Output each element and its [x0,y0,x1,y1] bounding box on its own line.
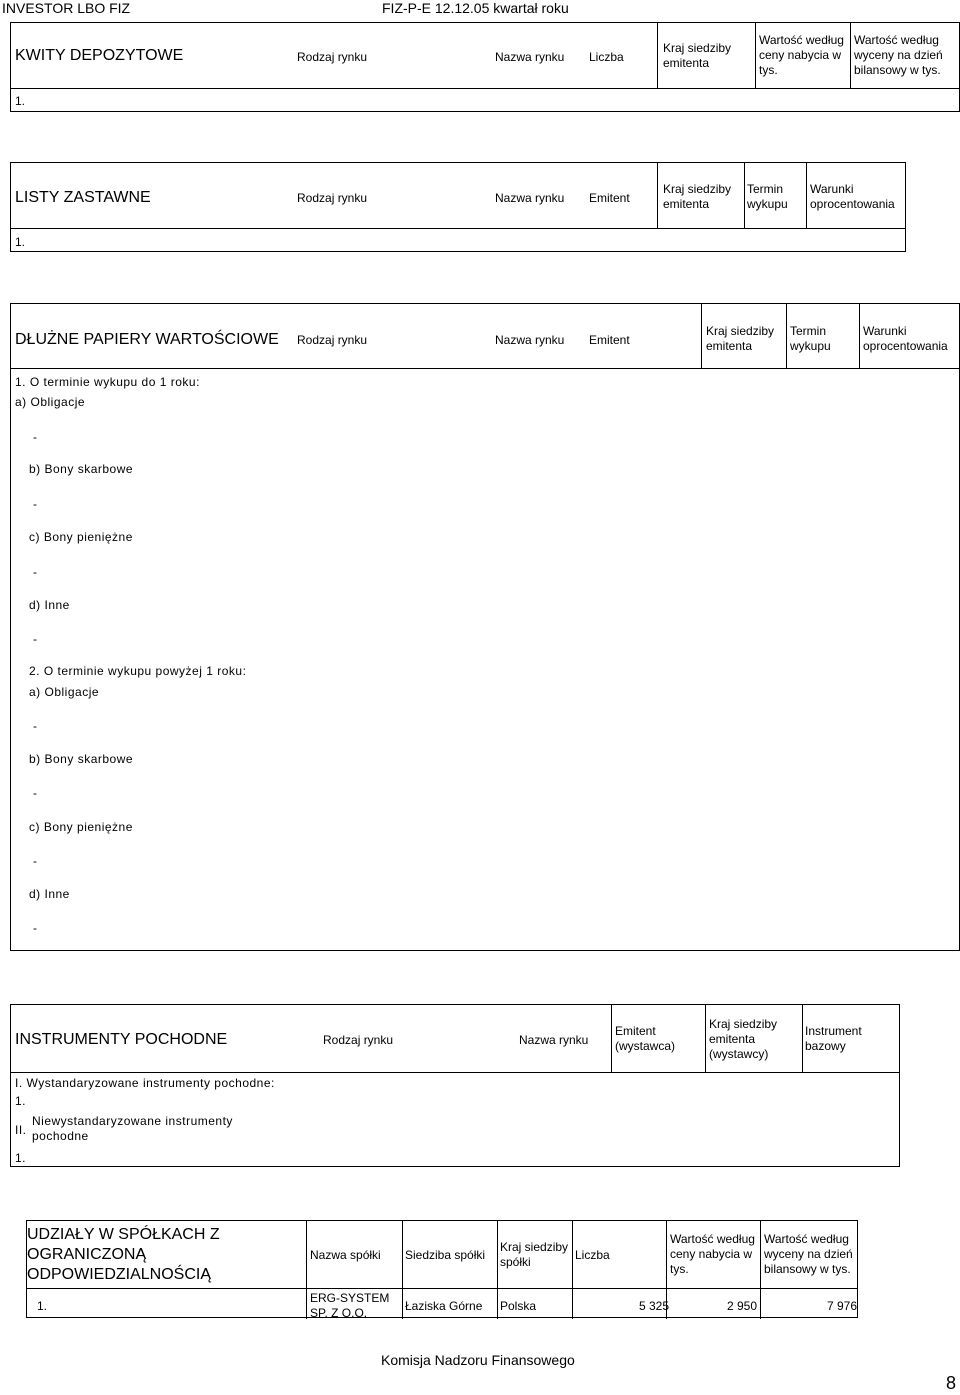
instrumenty-title: INSTRUMENTY POCHODNE [15,1031,228,1048]
dluzne-row: a) Obligacje [15,395,86,409]
dluzne-row: - [33,854,38,868]
doc-header-center: FIZ-P-E 12.12.05 kwartał roku [382,0,569,16]
dluzne-row: - [33,430,38,444]
listy-col-nazwa: Nazwa rynku [495,191,565,205]
dluzne-col-kraj: Kraj siedziby emitenta [706,324,775,353]
kwity-col-cena: Wartość według ceny nabycia w tys. [759,33,844,77]
dluzne-row: b) Bony skarbowe [29,462,134,476]
udzialy-row-liczba: 5 325 [638,1299,669,1313]
listy-col-termin: Termin wykupu [747,182,788,211]
udzialy-col-nazwa: Nazwa spółki [310,1248,381,1262]
dluzne-row: b) Bony skarbowe [29,752,134,766]
listy-col-emitent: Emitent [589,191,630,205]
udzialy-col-kraj: Kraj siedziby spółki [500,1240,569,1269]
listy-col-kraj: Kraj siedziby emitenta [663,182,732,211]
udzialy-row-cena: 2 950 [726,1299,757,1313]
instrumenty-row-1: 1. [15,1094,27,1108]
dluzne-row: a) Obligacje [29,685,100,699]
udzialy-row-kraj: Polska [500,1299,537,1313]
dluzne-col-rodzaj: Rodzaj rynku [297,333,368,347]
listy-title: LISTY ZASTAWNE [15,189,151,206]
udzialy-title: UDZIAŁY W SPÓŁKACH Z OGRANICZONĄ ODPOWIEDZIALNOŚCIĄ [27,1226,220,1283]
instrumenty-row-wystandaryzowane: I. Wystandaryzowane instrumenty pochodne: [15,1076,275,1090]
kwity-col-kraj: Kraj siedziby emitenta [663,41,732,70]
instrumenty-col-instrument: Instrument bazowy [805,1024,862,1053]
listy-table [10,162,906,252]
kwity-table [10,22,960,112]
udzialy-col-siedziba: Siedziba spółki [405,1248,486,1262]
dluzne-row: c) Bony pieniężne [29,530,133,544]
dluzne-row: 2. O terminie wykupu powyżej 1 roku: [29,664,247,678]
instrumenty-row-num-ii: II. [15,1123,27,1137]
dluzne-col-warunki: Warunki oprocentowania [863,324,948,353]
udzialy-row-siedziba: Łaziska Górne [405,1299,483,1313]
kwity-title: KWITY DEPOZYTOWE [15,47,184,64]
kwity-col-rodzaj: Rodzaj rynku [297,50,368,64]
listy-row-1: 1. [15,235,26,249]
kwity-col-wycena: Wartość według wyceny na dzień bilansowy w tys. [854,33,943,77]
instrumenty-row-2: 1. [15,1151,27,1165]
kwity-col-nazwa: Nazwa rynku [495,50,565,64]
dluzne-row: d) Inne [29,887,70,901]
dluzne-col-termin: Termin wykupu [790,324,831,353]
doc-header-left: INVESTOR LBO FIZ [2,0,131,16]
instrumenty-col-kraj: Kraj siedziby emitenta (wystawcy) [709,1017,778,1061]
listy-col-rodzaj: Rodzaj rynku [297,191,368,205]
instrumenty-table [10,1004,900,1167]
dluzne-row: - [33,786,38,800]
dluzne-table [10,303,960,951]
udzialy-col-wycena: Wartość według wyceny na dzień bilansowy w tys. [764,1232,853,1276]
dluzne-title: DŁUŻNE PAPIERY WARTOŚCIOWE [15,331,279,348]
instrumenty-row-niewystandaryzowane: Niewystandaryzowane instrumenty pochodne [32,1114,233,1143]
kwity-row-1: 1. [15,94,26,108]
udzialy-col-liczba: Liczba [575,1248,610,1262]
udzialy-row-nazwa: ERG-SYSTEM SP. Z O.O. [310,1291,390,1320]
dluzne-row: c) Bony pieniężne [29,820,133,834]
page-number: 8 [946,1373,957,1393]
dluzne-row: - [33,497,38,511]
udzialy-table [26,1220,858,1318]
footer-text: Komisja Nadzoru Finansowego [381,1352,575,1368]
dluzne-col-emitent: Emitent [589,333,630,347]
udzialy-col-cena: Wartość według ceny nabycia w tys. [670,1232,755,1276]
dluzne-row: 1. O terminie wykupu do 1 roku: [15,375,200,389]
dluzne-row: - [33,565,38,579]
instrumenty-col-rodzaj: Rodzaj rynku [323,1033,394,1047]
kwity-col-liczba: Liczba [589,50,624,64]
instrumenty-col-emitent: Emitent (wystawca) [615,1024,676,1053]
udzialy-row-wycena: 7 976 [826,1299,857,1313]
dluzne-row: d) Inne [29,598,70,612]
dluzne-col-nazwa: Nazwa rynku [495,333,565,347]
instrumenty-col-nazwa: Nazwa rynku [519,1033,589,1047]
listy-col-warunki: Warunki oprocentowania [810,182,895,211]
udzialy-row-lp: 1. [37,1299,48,1313]
dluzne-row: - [33,921,38,935]
dluzne-row: - [33,719,38,733]
dluzne-row: - [33,632,38,646]
